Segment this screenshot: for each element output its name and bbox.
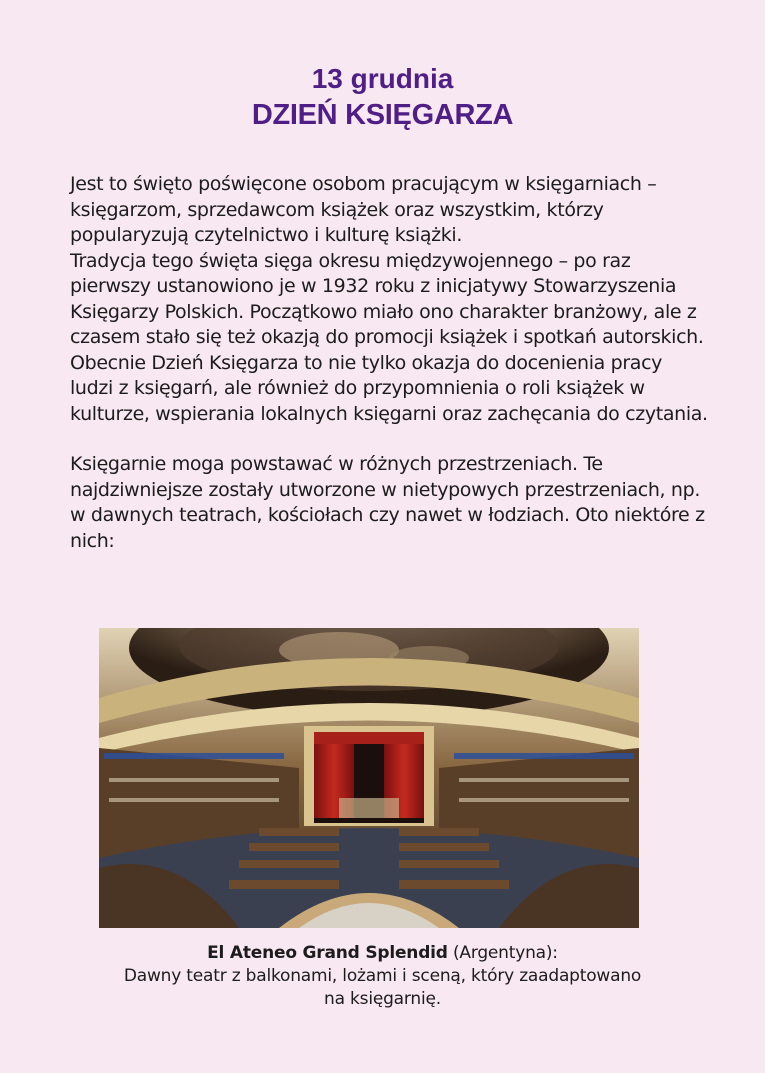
caption-country: (Argentyna): <box>447 943 558 963</box>
caption-line-2: Dawny teatr z balkonami, lożami i sceną, który zaadaptowano <box>123 966 642 986</box>
caption-line-1 <box>0 942 765 965</box>
caption-line-3: na księgarnię. <box>324 989 441 1009</box>
paragraph-history: Tradycja tego święta sięga okresu międzywojennego – po raz pierwszy ustanowiono je w 1932 roku z inicjatywy Stowarzyszenia Księgarzy Polskich. Początkowo miało ono charakter branżowy, ale z czasem stało się też okazją do promocji książek i spotkań autorskich. <box>70 249 704 348</box>
paragraph-today: Obecnie Dzień Księgarza to nie tylko okazja do docenienia pracy ludzi z księgarń, ale również do przypomnienia o roli książek w kulturze, wspierania lokalnych księgarni oraz zachęcania do czytania. <box>70 351 708 425</box>
page-heading <box>0 62 765 134</box>
heading-title: DZIEŃ KSIĘGARZA <box>251 99 514 131</box>
heading-date: 13 grudnia <box>311 63 454 94</box>
article-body <box>70 172 710 554</box>
photo-caption <box>0 942 765 1011</box>
bookstore-photo <box>99 628 639 928</box>
paragraph-intro: Jest to święto poświęcone osobom pracującym w księgarniach – księgarzom, sprzedawcom książek oraz wszystkim, którzy popularyzują czytelnictwo i kulturę książki. <box>70 173 657 246</box>
paragraph-bookstores: Księgarnie moga powstawać w różnych przestrzeniach. Te najdziwniejsze zostały utworzone w nietypowych przestrzeniach, np. w dawnych teatrach, kościołach czy nawet w łodziach. Oto niektóre z nich: <box>70 453 705 552</box>
caption-venue-name: El Ateneo Grand Splendid <box>207 943 448 963</box>
